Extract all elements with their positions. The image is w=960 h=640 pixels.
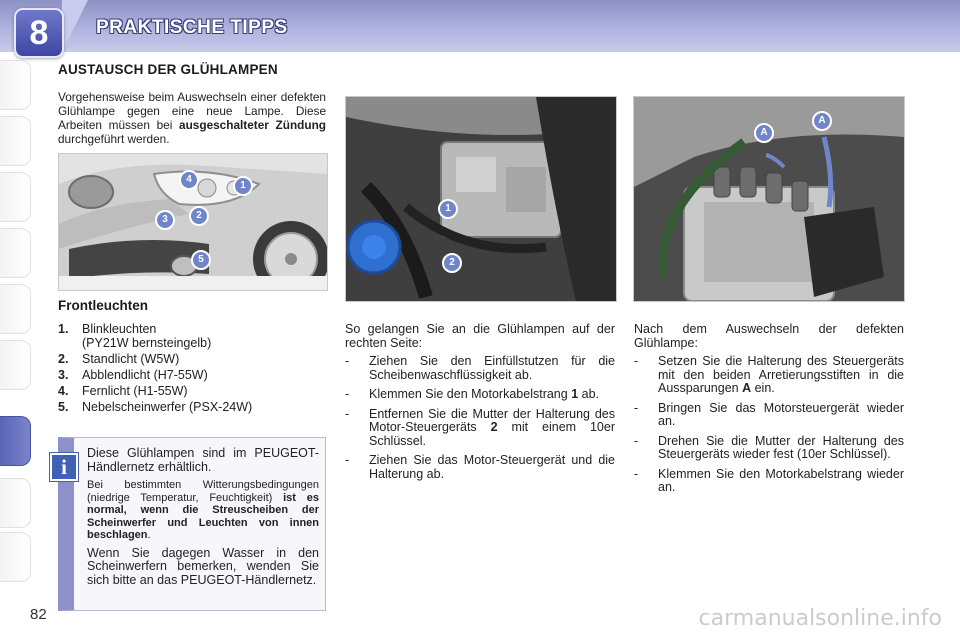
removal-instructions (345, 323, 615, 487)
list-item: - Drehen Sie die Mutter der Halterung des Steuergeräts wieder fest (10er Schlüssel). (634, 433, 904, 461)
chapter-tab[interactable] (0, 228, 31, 278)
callout-badge: 2 (189, 206, 209, 226)
callout-badge: 5 (191, 250, 211, 270)
list-item: - Ziehen Sie das Motor-Steuergerät und die Halterung ab. (345, 453, 615, 481)
page-header-title: PRAKTISCHE TIPPS (96, 17, 288, 38)
front-lights-title: Frontleuchten (58, 298, 148, 313)
chapter-tab[interactable] (0, 116, 31, 166)
list-item: 4. Fernlicht (H1-55W) (58, 384, 188, 398)
car-front-photo (58, 153, 328, 291)
engine-bay-illustration (346, 97, 616, 301)
chapter-tab[interactable] (0, 532, 31, 582)
list-item: 2. Standlicht (W5W) (58, 352, 180, 366)
section-title: AUSTAUSCH DER GLÜHLAMPEN (58, 62, 278, 77)
info-paragraph: Diese Glühlampen sind im PEUGEOT-Händlernetz erhältlich. (87, 446, 319, 474)
callout-badge: 3 (155, 210, 175, 230)
list-item: - Klemmen Sie den Motorkabelstrang 1 ab. (345, 387, 599, 401)
callout-badge: A (754, 123, 774, 143)
removal-steps (345, 355, 615, 481)
callout-badge: 2 (442, 253, 462, 273)
ecu-bracket-photo (633, 96, 905, 302)
chapter-tab[interactable] (0, 478, 31, 528)
list-item: - Entfernen Sie die Mutter der Halterung des Motor-Steuergeräts 2 mit einem 10er Schlüssel. (345, 406, 615, 448)
chapter-tab[interactable] (0, 172, 31, 222)
list-item: - Klemmen Sie den Motorkabelstrang wieder an. (634, 466, 904, 494)
callout-badge: A (812, 111, 832, 131)
intro-text: Vorgehensweise beim Auswechseln einer defekten Glühlampe gegen eine neue Lampe. Diese Arbeiten müssen bei (58, 90, 326, 132)
list-item: 5. Nebelscheinwerfer (PSX-24W) (58, 400, 253, 414)
intro-bold: ausgeschalteter Zündung (179, 118, 326, 132)
info-text (87, 447, 319, 592)
chapter-number-badge: 8 (14, 8, 64, 58)
page-number: 82 (30, 606, 47, 623)
front-lights-list (58, 322, 338, 416)
list-item: 1. Blinkleuchten (PY21W bernsteingelb) (58, 322, 212, 350)
chapter-tab[interactable] (0, 60, 31, 110)
column-intro: Nach dem Auswechseln der defekten Glühlampe: (634, 322, 904, 350)
list-item: - Bringen Sie das Motorsteuergerät wieder an. (634, 400, 904, 428)
list-item: - Setzen Sie die Halterung des Steuergeräts mit den beiden Arretierungsstiften in die Aussparungen A ein. (634, 354, 904, 395)
info-icon: i (50, 453, 78, 481)
chapter-tab[interactable] (0, 340, 31, 390)
watermark: carmanualsonline.info (698, 606, 942, 631)
info-paragraph: Bei bestimmten Witterungsbedingungen (niedrige Temperatur, Feuchtigkeit) ist es normal, wenn die Streuscheiben der Scheinwerfer und Leuchten von innen beschlagen. (87, 479, 319, 541)
refit-steps (634, 355, 904, 495)
engine-bay-photo (345, 96, 617, 302)
callout-badge: 4 (179, 170, 199, 190)
chapter-tab[interactable] (0, 284, 31, 334)
info-paragraph: Wenn Sie dagegen Wasser in den Scheinwerfern bemerken, wenden Sie sich bitte an das PEUGEOT-Händlernetz. (87, 545, 319, 587)
column-intro: So gelangen Sie an die Glühlampen auf der rechten Seite: (345, 322, 615, 350)
callout-badge: 1 (438, 199, 458, 219)
list-item: - Ziehen Sie den Einfüllstutzen für die Scheibenwaschflüssigkeit ab. (345, 354, 615, 382)
intro-paragraph (58, 90, 326, 146)
refit-instructions (634, 323, 904, 501)
chapter-tab-active[interactable] (0, 416, 31, 466)
list-item: 3. Abblendlicht (H7-55W) (58, 368, 208, 382)
intro-tail: durchgeführt werden. (58, 132, 170, 146)
callout-badge: 1 (233, 176, 253, 196)
chapter-tab-rail (0, 60, 34, 580)
header-fold-decoration (62, 0, 88, 52)
